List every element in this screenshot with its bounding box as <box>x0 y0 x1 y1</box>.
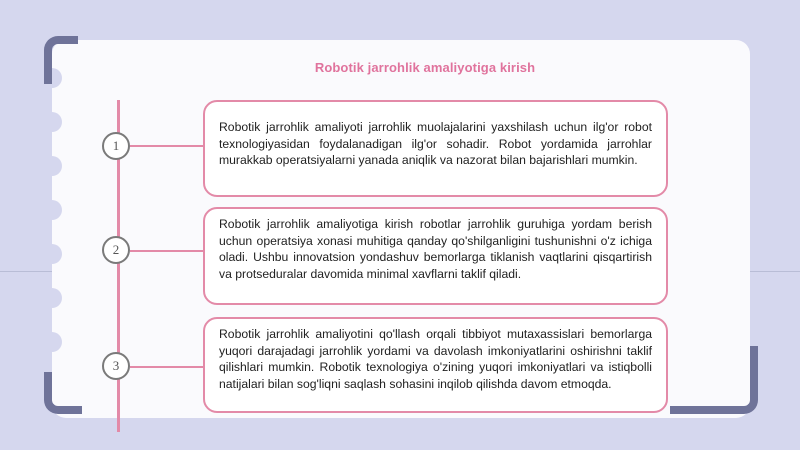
notebook-hole <box>52 200 62 220</box>
notebook-hole <box>52 332 62 352</box>
notebook-hole <box>52 112 62 132</box>
step-text-box: Robotik jarrohlik amaliyotini qo'llash orqali tibbiyot mutaxassislari bemorlarga yuqori darajadagi jarrohlik yordami va davolash imkoniyatlarini oshirishni taklif qilishlari mumkin. Robotik texnologiya o'zining yuqori imkoniyatlari va istiqbolli natijalari bilan sog'liqni saqlash sohasini inqilob qilishda davom etmoqda. <box>203 317 668 413</box>
timeline-connector <box>130 250 204 252</box>
notebook-hole <box>52 288 62 308</box>
slide-title: Robotik jarrohlik amaliyotiga kirish <box>314 60 536 75</box>
divider-line-right <box>750 271 800 272</box>
corner-bracket-top-left <box>44 36 78 84</box>
notebook-hole <box>52 156 62 176</box>
notebook-edge <box>52 40 66 418</box>
step-number-badge: 3 <box>102 352 130 380</box>
timeline-connector <box>130 145 204 147</box>
corner-bracket-bottom-right <box>670 346 758 414</box>
timeline-connector <box>130 366 204 368</box>
step-number-badge: 2 <box>102 236 130 264</box>
divider-line-left <box>0 271 60 272</box>
step-text-box: Robotik jarrohlik amaliyotiga kirish robotlar jarrohlik guruhiga yordam berish uchun operatsiya xonasi muhitiga qanday qo'shilganligini tushunishni o'z ichiga oladi. Ushbu innovatsion yondashuv bemorlarga tiklanish vaqtlarini qisqartirish va protseduralar davomida minimal xavflarni taklif qiladi. <box>203 207 668 305</box>
step-text-box: Robotik jarrohlik amaliyoti jarrohlik muolajalarini yaxshilash uchun ilg'or robot texnologiyasidan foydalanadigan ilg'or sohadir. Robot yordamida jarrohlar murakkab operatsiyalarni yanada aniqlik va nazorat bilan bajarishlari mumkin. <box>203 100 668 197</box>
notebook-hole <box>52 244 62 264</box>
corner-bracket-bottom-left <box>44 372 82 414</box>
step-number-badge: 1 <box>102 132 130 160</box>
